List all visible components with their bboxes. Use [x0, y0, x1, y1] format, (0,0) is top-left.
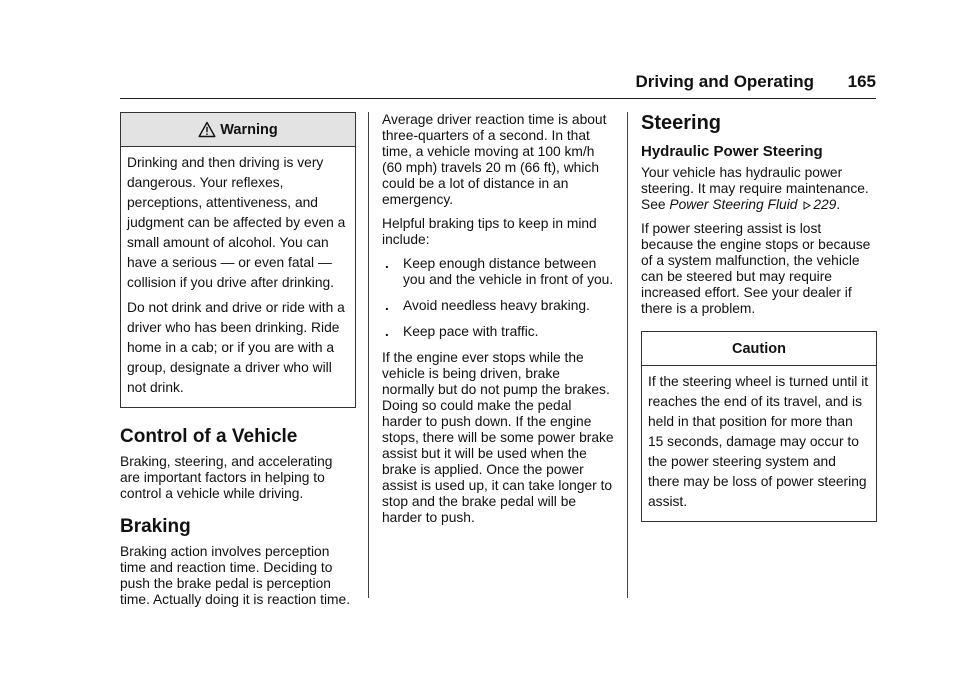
hydraulic-steering-subheading: Hydraulic Power Steering	[641, 143, 823, 160]
braking-heading: Braking	[120, 516, 191, 537]
reaction-time-paragraph: Average driver reaction time is about three-quarters of a second. In that time, a vehicle moving at 100 km/h (60 mph) travels 20 m (66 ft), which could be a lot of distance in an emergency.	[382, 112, 607, 207]
column-2	[382, 112, 614, 534]
list-item	[382, 324, 614, 340]
bullet-marker: .	[385, 256, 389, 271]
caution-body	[642, 366, 876, 521]
engine-stop-paragraph: If the engine ever stops while the vehicle is being driven, brake normally but do not pump the brakes. Doing so could make the pedal harder to push down. If the engine stops, there will be some power brake assist but it will be used when the brake is applied. Once the power assist is used up, it can take longer to stop and the brake pedal will be harder to push.	[382, 350, 614, 525]
page-number: 165	[847, 72, 876, 91]
page-header	[120, 70, 876, 99]
paragraph-text: Your vehicle has hydraulic power steering. It may require maintenance. See	[641, 165, 869, 212]
caution-title: Caution	[732, 340, 786, 357]
column-3	[641, 112, 877, 522]
control-heading: Control of a Vehicle	[120, 426, 298, 447]
paragraph-end: .	[836, 197, 841, 212]
steering-assist-lost-paragraph: If power steering assist is lost because the engine stops or because of a system malfunction, the vehicle can be steered but may require increased effort. See your dealer if there is a problem.	[641, 221, 871, 316]
caution-paragraph: If the steering wheel is turned until it reaches the end of its travel, and is held in that position for more than 15 seconds, damage may occur to the power steering system and there may be loss of power steering assist.	[648, 374, 869, 509]
power-steering-fluid-link[interactable]: Power Steering Fluid	[669, 197, 798, 212]
list-item	[382, 256, 614, 288]
warning-paragraph-2: Do not drink and drive or ride with a driver who has been drinking. Ride home in a cab; or if you are with a group, designate a driver who will not drink.	[127, 300, 345, 395]
braking-tips-list	[382, 256, 614, 340]
warning-header	[121, 113, 355, 147]
caution-box	[641, 331, 877, 522]
braking-body: Braking action involves perception time and reaction time. Deciding to push the brake pedal is perception time. Actually doing it is reaction time.	[120, 544, 351, 607]
warning-triangle-icon	[198, 121, 216, 138]
column-divider-1	[368, 112, 369, 598]
steering-heading: Steering	[641, 112, 722, 134]
list-item-text: Keep enough distance between you and the vehicle in front of you.	[403, 256, 614, 287]
warning-box	[120, 112, 356, 408]
bullet-marker: .	[385, 298, 389, 313]
list-item-text: Keep pace with traffic.	[403, 324, 539, 339]
section-title: Driving and Operating	[635, 72, 814, 91]
control-body: Braking, steering, and accelerating are important factors in helping to control a vehicle while driving.	[120, 454, 333, 501]
caution-header	[642, 332, 876, 366]
list-item-text: Avoid needless heavy braking.	[403, 298, 590, 313]
warning-title: Warning	[220, 121, 278, 138]
list-item	[382, 298, 614, 314]
column-divider-2	[627, 112, 628, 598]
warning-paragraph-1: Drinking and then driving is very dangerous. Your reflexes, perceptions, attentiveness, and judgment can be affected by even a small amount of alcohol. You can have a serious — or even fatal — collision if you drive after drinking.	[127, 155, 346, 290]
bullet-marker: .	[385, 324, 389, 339]
column-1	[120, 112, 356, 616]
hydraulic-steering-paragraph	[641, 165, 877, 213]
page-reference[interactable]: 229	[813, 197, 837, 212]
warning-body	[121, 147, 355, 407]
braking-tips-intro: Helpful braking tips to keep in mind include:	[382, 216, 597, 247]
page-reference-arrow-icon	[803, 201, 811, 210]
